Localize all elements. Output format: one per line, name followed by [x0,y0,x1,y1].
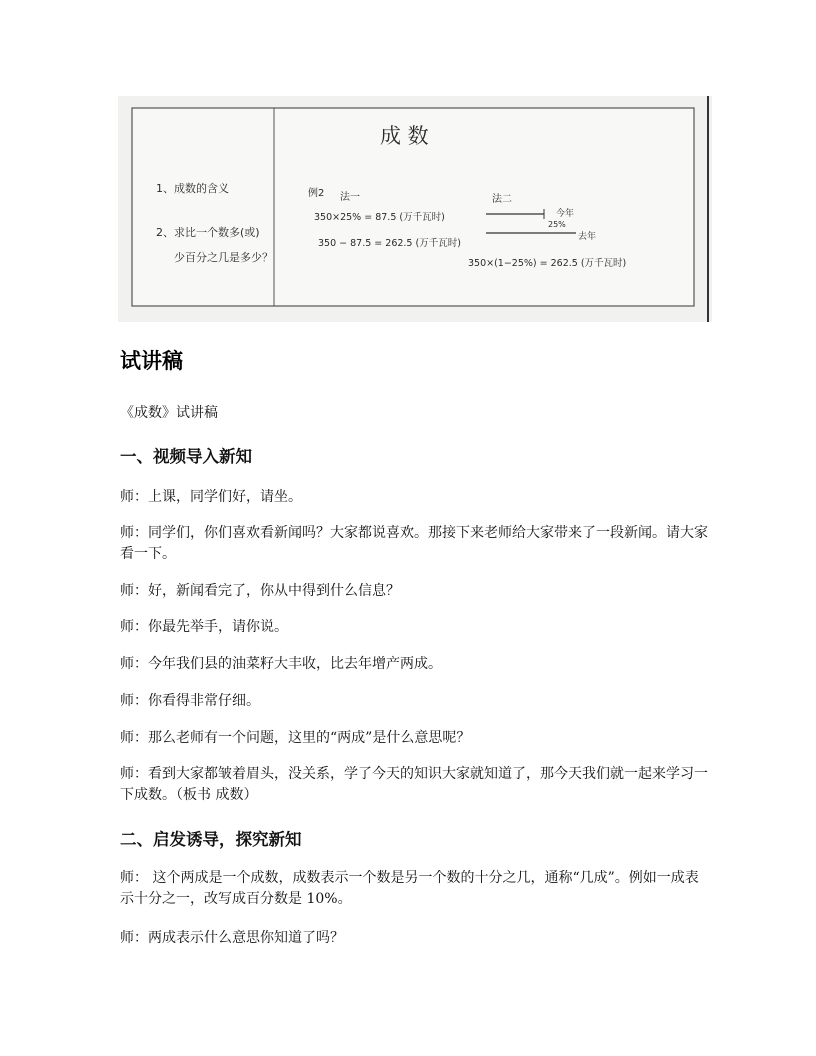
board-method1-eq2: 350 − 87.5 = 262.5 (万千瓦时) [318,238,461,249]
board-title: 成 数 [380,124,429,148]
document-subtitle: 《成数》试讲稿 [120,405,218,421]
board-method1-label: 法一 [340,192,360,203]
paragraph: 师：同学们，你们喜欢看新闻吗？大家都说喜欢。那接下来老师给大家带来了一段新闻。请大家看一下。 [120,525,708,562]
board-left-item-2: 2、求比一个数多(或) [156,226,260,239]
board-plan-photo [118,96,712,322]
paragraph: 师：你看得非常仔细。 [120,693,260,709]
paragraph: 师：上课，同学们好，请坐。 [120,489,302,505]
board-this-year-label: 今年 [556,209,575,219]
board-left-item-1: 1、成数的含义 [156,182,229,195]
board-method1-eq1: 350×25% = 87.5 (万千瓦时) [314,212,445,223]
paragraph: 师： 这个两成是一个成数，成数表示一个数是另一个数的十分之几，通称“几成”。例如一成表示十分之一，改写成百分数是 10%。 [120,870,699,907]
board-last-year-label: 去年 [578,232,597,242]
paragraph: 师：好，新闻看完了，你从中得到什么信息？ [120,583,400,599]
board-example-label: 例2 [308,188,325,199]
board-method2-label: 法二 [492,194,512,205]
section1-heading: 一、视频导入新知 [120,447,252,466]
board-left-item-3: 少百分之几是多少？ [174,251,273,264]
board-percent-mark: 25% [548,220,566,229]
document-title: 试讲稿 [120,349,183,373]
board-method2-eq: 350×(1−25%) = 262.5 (万千瓦时) [468,258,627,269]
paragraph: 师：那么老师有一个问题，这里的“两成”是什么意思呢？ [120,730,471,746]
paragraph: 师：看到大家都皱着眉头，没关系，学了今天的知识大家就知道了，那今天我们就一起来学习一下成数。（板书 成数） [120,766,708,803]
paragraph: 师：你最先举手，请你说。 [120,619,288,635]
section2-heading: 二、启发诱导，探究新知 [120,830,302,849]
paragraph: 师：今年我们县的油菜籽大丰收，比去年增产两成。 [120,656,442,672]
paragraph: 师：两成表示什么意思你知道了吗？ [120,930,344,946]
